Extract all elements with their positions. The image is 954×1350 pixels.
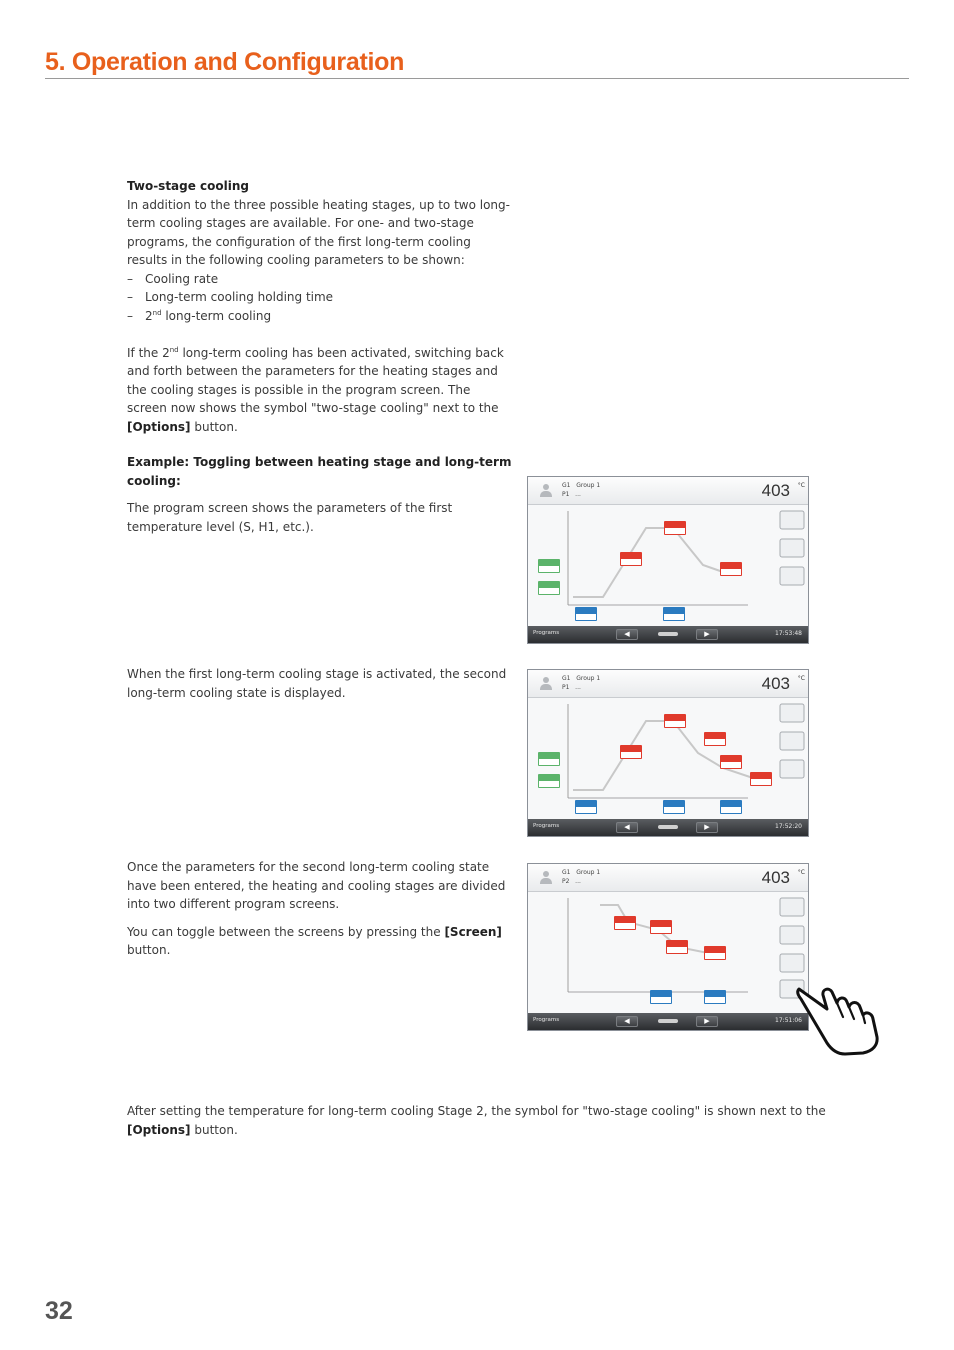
param-tile[interactable]: [664, 521, 686, 535]
example-p3: Once the parameters for the second long-term cooling state have been entered, the heating and cooling stages are divided into two different program screens.: [127, 860, 506, 911]
section-two-stage-cooling: [127, 177, 512, 436]
furnace-temperature: 403: [761, 868, 790, 887]
screen-nav-bar: [528, 819, 808, 836]
vacuum-button[interactable]: [780, 732, 804, 750]
param-tile[interactable]: [664, 714, 686, 728]
example-p3-block: [127, 858, 512, 960]
options-button[interactable]: [780, 898, 804, 916]
list-item: – Cooling rate: [127, 271, 219, 286]
param-tile[interactable]: [620, 745, 642, 759]
param-tile[interactable]: [704, 990, 726, 1004]
param-tile[interactable]: [720, 755, 742, 769]
param-tile[interactable]: [575, 607, 597, 621]
page-number: 32: [45, 1297, 73, 1325]
param-tile[interactable]: [663, 800, 685, 814]
section-heading: Two-stage cooling: [127, 179, 250, 193]
release-button[interactable]: [780, 760, 804, 778]
page-slider: [658, 632, 678, 636]
next-arrow-icon[interactable]: ▶: [696, 822, 718, 833]
release-button[interactable]: [780, 954, 804, 972]
param-tile[interactable]: [750, 772, 772, 786]
pointing-hand-icon: [793, 975, 883, 1057]
user-icon: [540, 871, 552, 885]
user-icon: [540, 484, 552, 498]
furnace-temperature: 403: [761, 481, 790, 500]
param-tile[interactable]: [650, 990, 672, 1004]
param-tile[interactable]: [614, 916, 636, 930]
programs-button[interactable]: Programs: [533, 823, 560, 829]
vacuum-button[interactable]: [780, 926, 804, 944]
example-p1: The program screen shows the parameters of the first temperature level (S, H1, etc.).: [127, 501, 453, 534]
example-p2: When the first long-term cooling stage is activated, the second long-term cooling state is displayed.: [127, 667, 507, 700]
previous-arrow-icon[interactable]: ◀: [616, 1016, 638, 1027]
vacuum-button[interactable]: [780, 539, 804, 557]
firing-curve-diagram: [528, 892, 808, 1014]
param-tile[interactable]: [650, 920, 672, 934]
program-screen-1: [527, 476, 809, 644]
screen-nav-bar: [528, 1013, 808, 1030]
user-icon: [540, 677, 552, 691]
options-button[interactable]: [780, 511, 804, 529]
example-p4: You can toggle between the screens by pressing the [Screen] button.: [127, 924, 502, 957]
program-screen-3: [527, 863, 809, 1031]
param-tile[interactable]: [538, 581, 560, 595]
param-tile[interactable]: [620, 552, 642, 566]
screen-status-bar: G1 Group 1 P1 ... 403 °C: [528, 477, 808, 505]
example-heading: Example: Toggling between heating stage and long-term cooling:: [127, 455, 512, 488]
section-para2: If the 2nd long-term cooling has been activated, switching back and forth between the parameters for the heating stages and the cooling stages is possible in the program screen. The screen now shows the symbol "two-stage cooling" next to the [Options] button.: [127, 345, 504, 434]
param-tile[interactable]: [538, 752, 560, 766]
param-tile[interactable]: [666, 940, 688, 954]
firing-curve-diagram: [528, 698, 808, 820]
example-block: [127, 453, 512, 536]
programs-button[interactable]: Programs: [533, 630, 560, 636]
clock: 17:53:48: [775, 630, 802, 637]
example-p2-block: [127, 665, 512, 702]
param-tile[interactable]: [575, 800, 597, 814]
param-tile[interactable]: [663, 607, 685, 621]
param-tile[interactable]: [704, 732, 726, 746]
clock: 17:52:20: [775, 823, 802, 830]
section-intro: In addition to the three possible heating stages, up to two long-term cooling stages are available. For one- and two-stage programs, the configuration of the first long-term cooling results in the following cooling parameters to be shown:: [127, 197, 510, 267]
screen-status-bar: G1 Group 1 P1 ... 403 °C: [528, 670, 808, 698]
param-tile[interactable]: [538, 774, 560, 788]
chapter-title: 5. Operation and Configuration: [45, 48, 405, 76]
screen-status-bar: G1 Group 1 P2 ... 403 °C: [528, 864, 808, 892]
footer-paragraph: After setting the temperature for long-term cooling Stage 2, the symbol for "two-stage cooling" is shown next to the [Options] button.: [127, 1104, 826, 1137]
next-arrow-icon[interactable]: ▶: [696, 1016, 718, 1027]
programs-button[interactable]: Programs: [533, 1017, 560, 1023]
previous-arrow-icon[interactable]: ◀: [616, 629, 638, 640]
next-arrow-icon[interactable]: ▶: [696, 629, 718, 640]
param-tile[interactable]: [720, 800, 742, 814]
list-item: – 2nd long-term cooling: [127, 308, 272, 323]
param-tile[interactable]: [538, 559, 560, 573]
program-screen-2: [527, 669, 809, 837]
previous-arrow-icon[interactable]: ◀: [616, 822, 638, 833]
clock: 17:51:06: [775, 1017, 802, 1024]
options-button[interactable]: [780, 704, 804, 722]
param-tile[interactable]: [720, 562, 742, 576]
page-slider: [658, 825, 678, 829]
release-button[interactable]: [780, 567, 804, 585]
screen-nav-bar: [528, 626, 808, 643]
param-tile[interactable]: [704, 946, 726, 960]
title-rule: [45, 78, 909, 79]
furnace-temperature: 403: [761, 674, 790, 693]
list-item: – Long-term cooling holding time: [127, 290, 334, 304]
firing-curve-diagram: [528, 505, 808, 627]
page-slider: [658, 1019, 678, 1023]
